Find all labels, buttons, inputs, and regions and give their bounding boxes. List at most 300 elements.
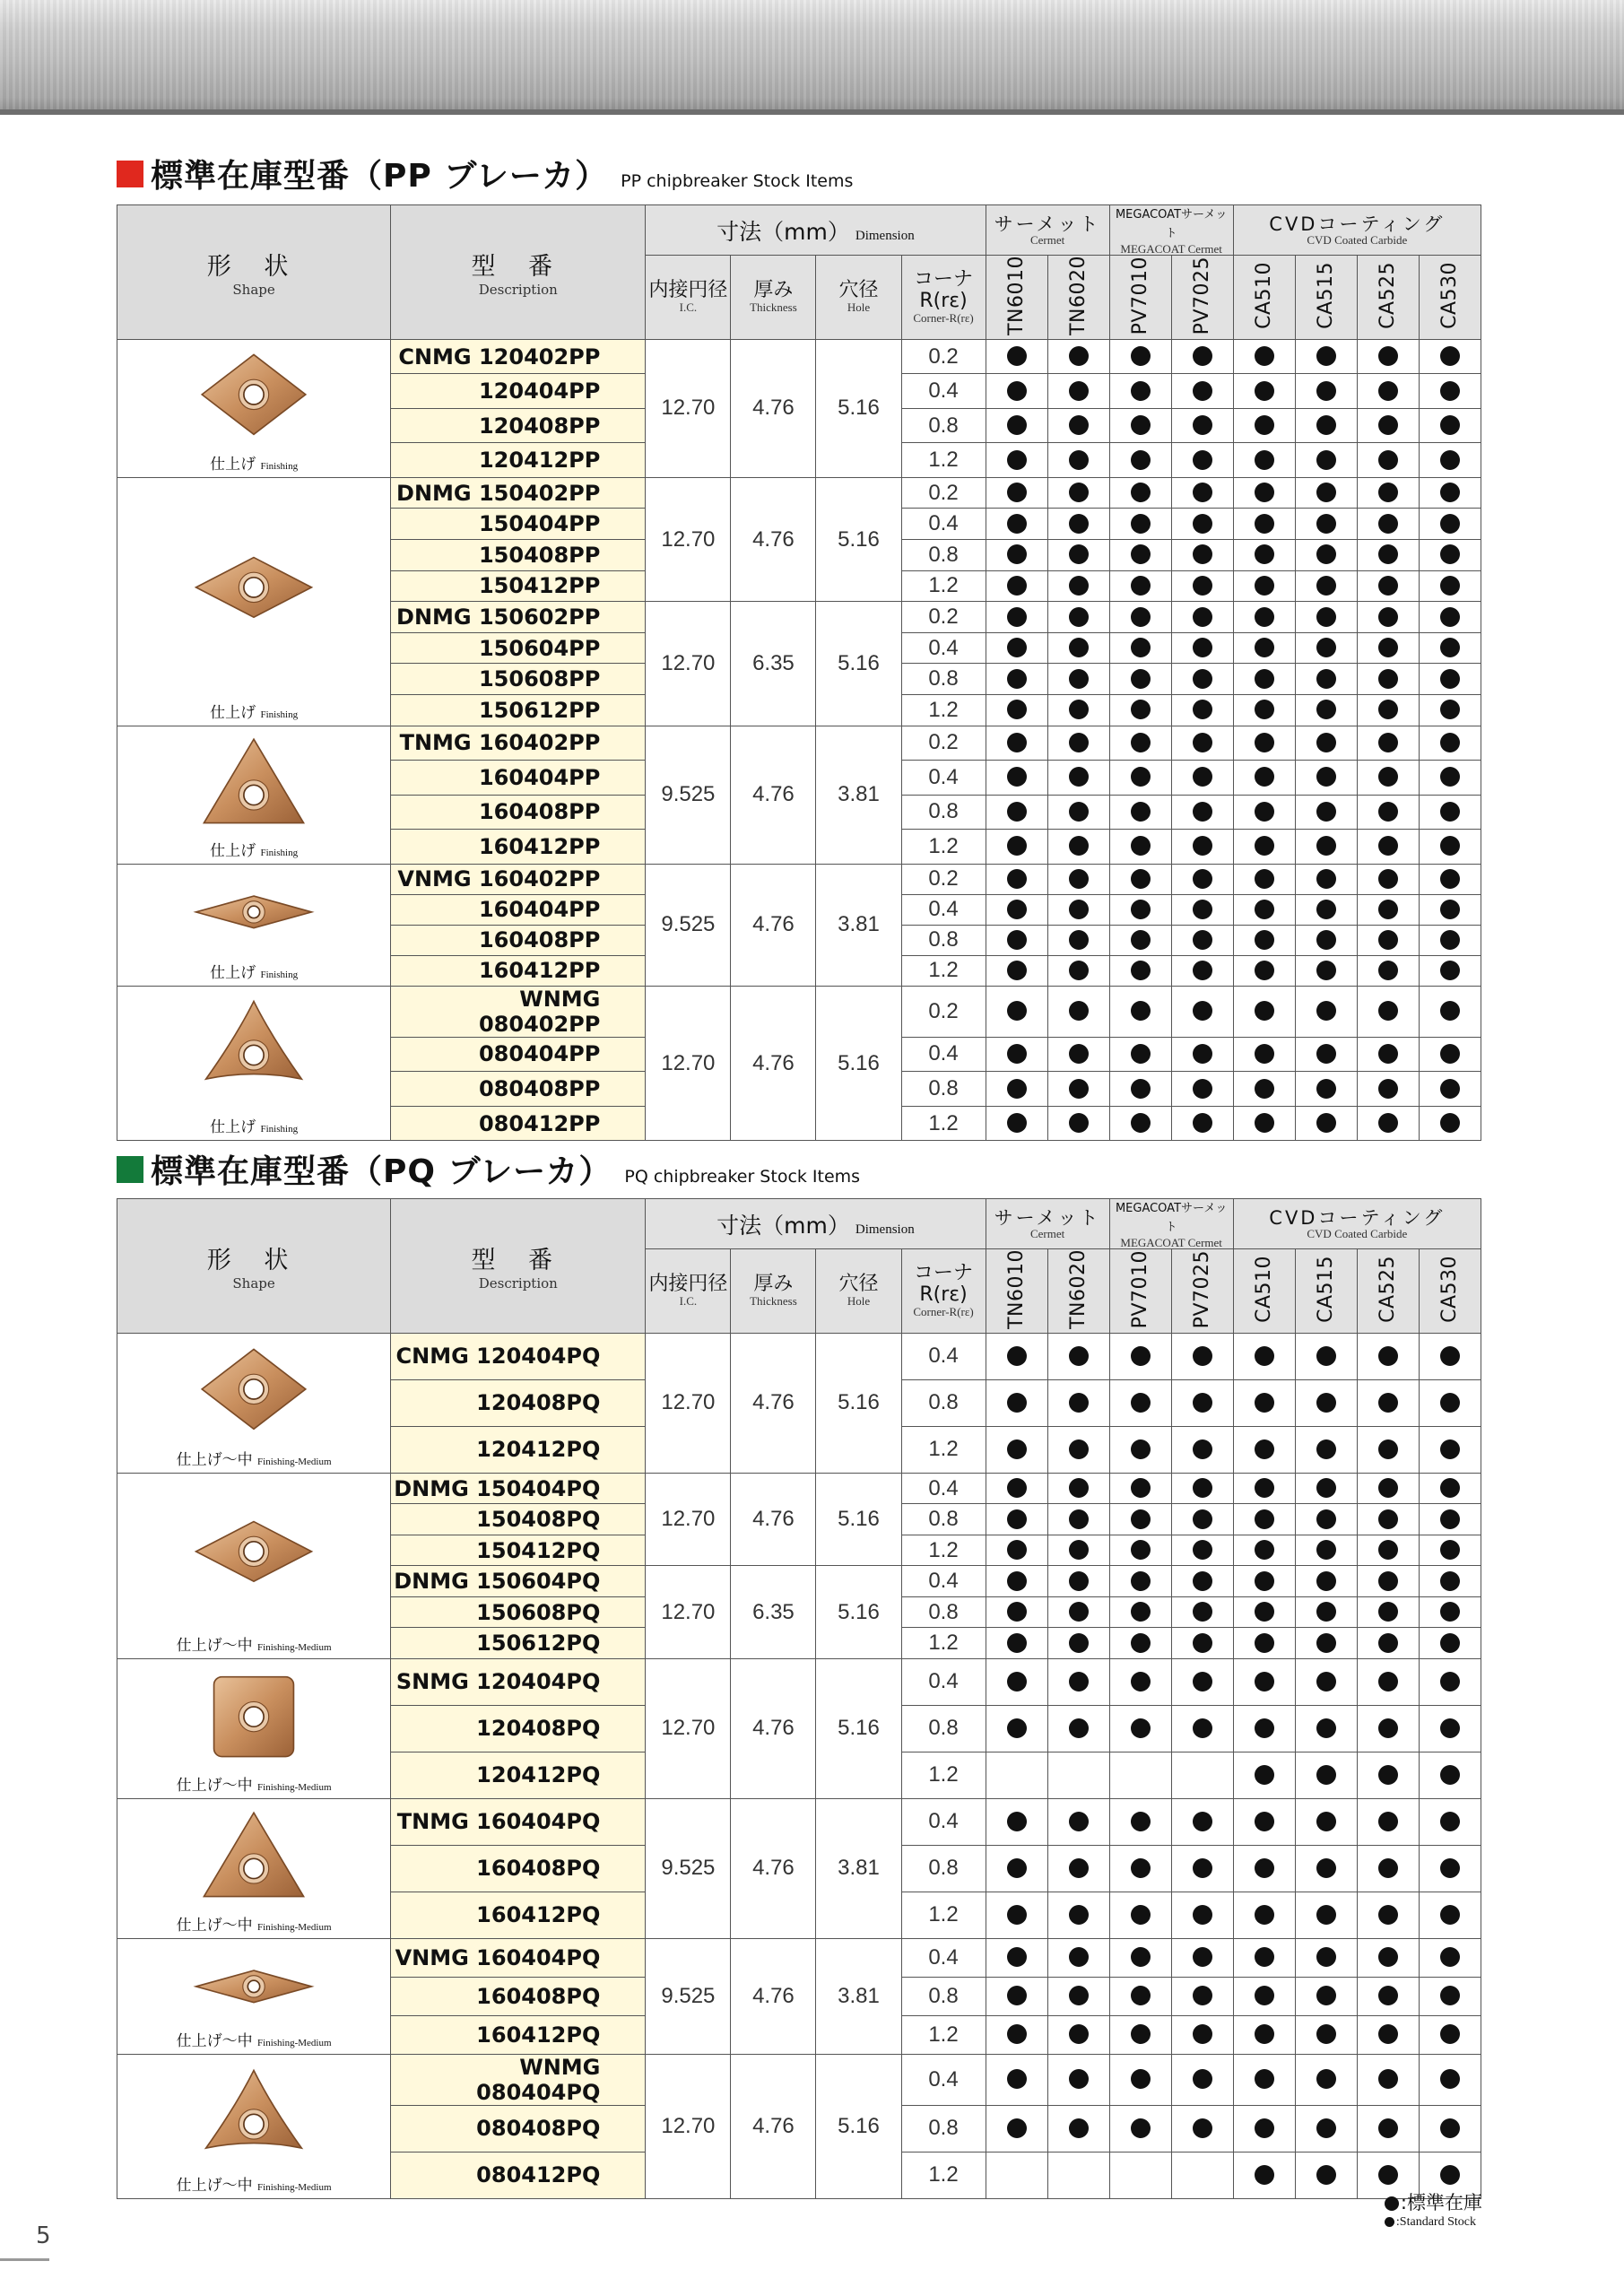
stock-dot-icon (1378, 450, 1398, 470)
corner-radius-value: 0.4 (901, 1037, 986, 1072)
stock-cell-ca530 (1419, 1892, 1481, 1938)
stock-dot-icon (1007, 2118, 1027, 2138)
stock-cell-pv7010 (1109, 955, 1171, 986)
stock-dot-icon (1131, 1602, 1151, 1622)
stock-cell-ca530 (1419, 1977, 1481, 2015)
stock-dot-icon (1193, 733, 1212, 752)
stock-cell-tn6020 (1047, 830, 1109, 865)
stock-dot-icon (1069, 1947, 1089, 1967)
stock-dot-icon (1316, 1672, 1336, 1692)
stock-dot-icon (1316, 1947, 1336, 1967)
stock-dot-icon (1440, 1602, 1460, 1622)
stock-cell-tn6020 (1047, 761, 1109, 796)
stock-dot-icon (1255, 638, 1274, 657)
stock-dot-icon (1131, 1393, 1151, 1413)
stock-dot-icon (1007, 1079, 1027, 1099)
stock-cell-ca510 (1233, 374, 1295, 409)
hole-value: 5.16 (816, 477, 901, 601)
stock-cell-pv7025 (1171, 1379, 1233, 1426)
stock-cell-tn6010 (986, 986, 1047, 1037)
stock-dot-icon (1316, 836, 1336, 856)
stock-cell-pv7010 (1109, 339, 1171, 374)
corner-radius-value: 0.8 (901, 1072, 986, 1107)
stock-dot-icon (1316, 700, 1336, 719)
stock-dot-icon (1316, 1001, 1336, 1021)
stock-dot-icon (1316, 1346, 1336, 1366)
stock-cell-tn6020 (1047, 477, 1109, 509)
stock-dot-icon (1007, 802, 1027, 822)
stock-dot-icon (1131, 576, 1151, 596)
megacoat-header: MEGACOATサーメット MEGACOAT Cermet (1109, 1199, 1233, 1249)
ic-value: 9.525 (646, 864, 731, 986)
stock-dot-icon (1255, 930, 1274, 950)
stock-cell-ca530 (1419, 1535, 1481, 1566)
hole-value: 5.16 (816, 602, 901, 726)
stock-cell-pv7010 (1109, 761, 1171, 796)
description-code: 120404PQ (476, 1344, 601, 1370)
stock-dot-icon (1316, 669, 1336, 689)
corner-header: コーナR(rε) Corner-R(rε) (901, 1249, 986, 1334)
stock-dot-icon (1255, 1346, 1274, 1366)
stock-cell-ca510 (1233, 2015, 1295, 2054)
stock-dot-icon (1255, 1478, 1274, 1498)
stock-cell-tn6020 (1047, 509, 1109, 540)
stock-cell-pv7010 (1109, 1473, 1171, 1504)
stock-cell-pv7025 (1171, 1628, 1233, 1659)
stock-cell-pv7010 (1109, 795, 1171, 830)
stock-cell-ca530 (1419, 726, 1481, 761)
stock-cell-tn6010 (986, 1566, 1047, 1597)
corner-radius-value: 0.4 (901, 761, 986, 796)
stock-dot-icon (1193, 1001, 1212, 1021)
stock-cell-ca525 (1357, 830, 1419, 865)
stock-cell-pv7025 (1171, 726, 1233, 761)
stock-cell-pv7025 (1171, 540, 1233, 571)
insert-square-icon (117, 1671, 390, 1764)
stock-dot-icon (1131, 1633, 1151, 1653)
stock-dot-icon (1131, 802, 1151, 822)
stock-dot-icon (1069, 961, 1089, 980)
stock-cell-pv7010 (1109, 2152, 1171, 2198)
stock-dot-icon (1316, 900, 1336, 919)
stock-cell-tn6020 (1047, 339, 1109, 374)
stock-dot-icon (1316, 1812, 1336, 1831)
insert-trigon-icon (117, 997, 390, 1091)
stock-dot-icon (1316, 1905, 1336, 1925)
stock-cell-ca510 (1233, 1106, 1295, 1141)
stock-cell-tn6020 (1047, 795, 1109, 830)
stock-cell-tn6020 (1047, 1658, 1109, 1705)
stock-dot-icon (1255, 415, 1274, 435)
corner-radius-value: 1.2 (901, 2152, 986, 2198)
corner-radius-value: 0.4 (901, 1566, 986, 1597)
stock-cell-ca515 (1295, 1566, 1357, 1597)
stock-dot-icon (1378, 1439, 1398, 1459)
stock-cell-tn6010 (986, 695, 1047, 726)
stock-cell-ca525 (1357, 864, 1419, 894)
stock-dot-icon (1069, 2118, 1089, 2138)
pq-title-en: PQ chipbreaker Stock Items (624, 1167, 861, 1187)
stock-cell-ca530 (1419, 1938, 1481, 1977)
stock-cell-ca525 (1357, 1596, 1419, 1628)
stock-cell-ca510 (1233, 2054, 1295, 2105)
description-cell (391, 477, 646, 509)
stock-cell-ca525 (1357, 1566, 1419, 1597)
corner-radius-value: 0.8 (901, 1596, 986, 1628)
description-code: 120408PQ (476, 1716, 601, 1742)
stock-dot-icon (1378, 802, 1398, 822)
application-label: 仕上げ～中 Finishing-Medium (176, 2031, 332, 2050)
stock-dot-icon (1069, 1672, 1089, 1692)
stock-cell-pv7010 (1109, 2015, 1171, 2054)
stock-dot-icon (1131, 1478, 1151, 1498)
stock-cell-tn6020 (1047, 695, 1109, 726)
corner-radius-value: 1.2 (901, 695, 986, 726)
stock-cell-pv7025 (1171, 477, 1233, 509)
stock-dot-icon (1378, 1393, 1398, 1413)
stock-dot-icon (1193, 1858, 1212, 1878)
application-label: 仕上げ～中 Finishing-Medium (176, 1916, 332, 1935)
ic-header: 内接円径 I.C. (646, 1249, 731, 1334)
stock-dot-icon (1255, 1672, 1274, 1692)
stock-cell-pv7025 (1171, 1072, 1233, 1107)
stock-cell-pv7010 (1109, 1892, 1171, 1938)
stock-cell-tn6010 (986, 509, 1047, 540)
stock-dot-icon (1007, 638, 1027, 657)
grade-header-pv7010: PV7010 (1109, 1249, 1171, 1334)
corner-radius-value: 0.2 (901, 726, 986, 761)
stock-cell-ca530 (1419, 795, 1481, 830)
grade-header-pv7025: PV7025 (1171, 1249, 1233, 1334)
stock-cell-ca525 (1357, 443, 1419, 478)
table-row (117, 1938, 1481, 1977)
description-prefix: SNMG (395, 1669, 477, 1695)
insert-rhombic-35-icon (117, 868, 390, 961)
description-cell (391, 374, 646, 409)
description-cell (391, 1628, 646, 1659)
description-cell (391, 339, 646, 374)
stock-cell-tn6020 (1047, 726, 1109, 761)
description-code: 150412PQ (476, 1537, 601, 1563)
description-code: 160408PP (478, 799, 601, 825)
stock-cell-tn6010 (986, 955, 1047, 986)
thickness-value: 4.76 (731, 339, 816, 477)
stock-dot-icon (1440, 1812, 1460, 1831)
description-code: 120412PQ (476, 1437, 601, 1463)
stock-cell-ca515 (1295, 986, 1357, 1037)
stock-cell-ca510 (1233, 864, 1295, 894)
stock-cell-tn6010 (986, 2105, 1047, 2152)
description-prefix: CNMG (398, 344, 479, 370)
stock-dot-icon (1378, 346, 1398, 366)
stock-cell-tn6020 (1047, 1535, 1109, 1566)
stock-dot-icon (1378, 1509, 1398, 1529)
hole-value: 5.16 (816, 1658, 901, 1798)
pp-stock-table (117, 204, 1481, 1141)
stock-dot-icon (1316, 1986, 1336, 2005)
stock-dot-icon (1007, 544, 1027, 564)
stock-cell-ca525 (1357, 477, 1419, 509)
stock-dot-icon (1378, 638, 1398, 657)
shape-cell (117, 1333, 391, 1473)
stock-dot-icon (1007, 514, 1027, 534)
corner-radius-value: 1.2 (901, 1535, 986, 1566)
stock-dot-icon (1131, 2069, 1151, 2089)
stock-dot-icon (1378, 733, 1398, 752)
stock-dot-icon (1255, 1439, 1274, 1459)
corner-radius-value: 1.2 (901, 570, 986, 602)
stock-dot-icon (1255, 1571, 1274, 1591)
stock-cell-tn6020 (1047, 1426, 1109, 1473)
stock-dot-icon (1378, 767, 1398, 787)
stock-cell-ca510 (1233, 1566, 1295, 1597)
stock-dot-icon (1316, 2024, 1336, 2044)
stock-dot-icon (1378, 900, 1398, 919)
stock-cell-pv7010 (1109, 1596, 1171, 1628)
stock-dot-icon (1385, 2217, 1394, 2227)
insert-triangle-icon (117, 737, 390, 831)
stock-dot-icon (1440, 1509, 1460, 1529)
stock-cell-tn6010 (986, 1752, 1047, 1798)
hole-value: 3.81 (816, 1798, 901, 1938)
stock-dot-icon (1131, 2118, 1151, 2138)
shape-header: 形 状 Shape (117, 205, 391, 340)
table-row (117, 1473, 1481, 1504)
stock-cell-ca525 (1357, 955, 1419, 986)
stock-cell-ca530 (1419, 864, 1481, 894)
stock-cell-tn6010 (986, 1106, 1047, 1141)
stock-dot-icon (1007, 1947, 1027, 1967)
stock-dot-icon (1316, 733, 1336, 752)
hole-value: 5.16 (816, 2054, 901, 2198)
ic-value: 9.525 (646, 1938, 731, 2054)
stock-dot-icon (1193, 669, 1212, 689)
stock-cell-tn6020 (1047, 986, 1109, 1037)
ic-value: 12.70 (646, 602, 731, 726)
corner-radius-value: 0.8 (901, 664, 986, 695)
description-cell (391, 925, 646, 955)
stock-cell-pv7010 (1109, 664, 1171, 695)
stock-cell-pv7010 (1109, 864, 1171, 894)
stock-dot-icon (1069, 733, 1089, 752)
stock-cell-ca515 (1295, 1473, 1357, 1504)
insert-rhombic-55-icon (117, 1508, 390, 1601)
stock-cell-tn6010 (986, 1473, 1047, 1504)
shape-header: 形 状 Shape (117, 1199, 391, 1334)
stock-cell-pv7010 (1109, 632, 1171, 664)
stock-cell-tn6010 (986, 570, 1047, 602)
stock-cell-pv7025 (1171, 986, 1233, 1037)
stock-dot-icon (1255, 869, 1274, 889)
description-cell (391, 1977, 646, 2015)
stock-dot-icon (1069, 1346, 1089, 1366)
stock-cell-ca530 (1419, 1037, 1481, 1072)
stock-dot-icon (1378, 1346, 1398, 1366)
stock-cell-tn6020 (1047, 955, 1109, 986)
stock-cell-ca515 (1295, 1535, 1357, 1566)
stock-dot-icon (1378, 1478, 1398, 1498)
description-cell (391, 1473, 646, 1504)
stock-dot-icon (1316, 1858, 1336, 1878)
stock-cell-ca530 (1419, 894, 1481, 925)
corner-radius-value: 0.4 (901, 374, 986, 409)
stock-dot-icon (1316, 1602, 1336, 1622)
stock-cell-ca510 (1233, 1072, 1295, 1107)
stock-dot-icon (1440, 514, 1460, 534)
stock-dot-icon (1069, 576, 1089, 596)
thickness-value: 6.35 (731, 1566, 816, 1659)
grade-header-ca525: CA525 (1357, 1249, 1419, 1334)
stock-dot-icon (1378, 1540, 1398, 1560)
stock-cell-tn6020 (1047, 1892, 1109, 1938)
insert-rhombic-80-icon (117, 1345, 390, 1439)
stock-cell-ca515 (1295, 1752, 1357, 1798)
stock-cell-pv7025 (1171, 664, 1233, 695)
thickness-header: 厚み Thickness (731, 1249, 816, 1334)
stock-dot-icon (1316, 346, 1336, 366)
green-square-icon (117, 1156, 143, 1183)
description-header: 型 番 Description (391, 205, 646, 340)
stock-dot-icon (1378, 1602, 1398, 1622)
corner-radius-value: 0.8 (901, 1504, 986, 1535)
stock-dot-icon (1193, 1947, 1212, 1967)
stock-dot-icon (1440, 1001, 1460, 1021)
stock-dot-icon (1193, 869, 1212, 889)
stock-dot-icon (1131, 961, 1151, 980)
description-code: 150604PQ (476, 1569, 601, 1595)
stock-dot-icon (1255, 700, 1274, 719)
description-cell (391, 1658, 646, 1705)
corner-radius-value: 1.2 (901, 1106, 986, 1141)
pp-section-title (117, 151, 853, 196)
stock-dot-icon (1007, 1905, 1027, 1925)
stock-cell-ca525 (1357, 1658, 1419, 1705)
table-row (117, 986, 1481, 1037)
stock-dot-icon (1378, 415, 1398, 435)
table-row (117, 339, 1481, 374)
corner-radius-value: 0.2 (901, 339, 986, 374)
stock-cell-pv7025 (1171, 1658, 1233, 1705)
description-code: 080412PQ (476, 2162, 601, 2188)
stock-dot-icon (1131, 1812, 1151, 1831)
description-cell (391, 509, 646, 540)
stock-dot-icon (1440, 767, 1460, 787)
stock-cell-ca525 (1357, 1426, 1419, 1473)
table-row (117, 1333, 1481, 1379)
stock-dot-icon (1069, 415, 1089, 435)
stock-cell-ca530 (1419, 1798, 1481, 1845)
stock-cell-tn6010 (986, 1504, 1047, 1535)
stock-dot-icon (1440, 2165, 1460, 2185)
stock-dot-icon (1440, 450, 1460, 470)
stock-cell-pv7010 (1109, 1379, 1171, 1426)
stock-cell-ca510 (1233, 408, 1295, 443)
stock-dot-icon (1440, 1718, 1460, 1738)
stock-dot-icon (1440, 1905, 1460, 1925)
description-code: 160402PP (478, 866, 601, 892)
stock-dot-icon (1193, 700, 1212, 719)
legend-en: :Standard Stock (1395, 2215, 1476, 2229)
stock-cell-ca525 (1357, 1845, 1419, 1892)
description-code: 160412PP (478, 958, 601, 984)
stock-dot-icon (1316, 381, 1336, 401)
stock-dot-icon (1069, 1812, 1089, 1831)
stock-cell-tn6010 (986, 1938, 1047, 1977)
stock-cell-ca515 (1295, 477, 1357, 509)
stock-cell-pv7010 (1109, 1535, 1171, 1566)
stock-cell-pv7025 (1171, 2054, 1233, 2105)
stock-dot-icon (1440, 1571, 1460, 1591)
stock-dot-icon (1193, 1439, 1212, 1459)
stock-cell-ca525 (1357, 1752, 1419, 1798)
application-label: 仕上げ～中 Finishing-Medium (176, 1776, 332, 1795)
grade-header-ca510: CA510 (1233, 256, 1295, 340)
stock-cell-ca510 (1233, 1705, 1295, 1752)
stock-dot-icon (1007, 669, 1027, 689)
stock-dot-icon (1378, 836, 1398, 856)
stock-cell-ca515 (1295, 1938, 1357, 1977)
thickness-value: 4.76 (731, 864, 816, 986)
stock-dot-icon (1007, 1001, 1027, 1021)
thickness-value: 4.76 (731, 1798, 816, 1938)
stock-cell-tn6010 (986, 830, 1047, 865)
stock-cell-tn6020 (1047, 2054, 1109, 2105)
stock-cell-ca515 (1295, 540, 1357, 571)
stock-dot-icon (1069, 2069, 1089, 2089)
stock-cell-tn6020 (1047, 1705, 1109, 1752)
stock-dot-icon (1255, 1947, 1274, 1967)
stock-dot-icon (1255, 2024, 1274, 2044)
stock-dot-icon (1131, 346, 1151, 366)
stock-dot-icon (1316, 638, 1336, 657)
stock-dot-icon (1069, 1509, 1089, 1529)
dimension-header: 寸法（mm） Dimension (646, 1199, 986, 1249)
stock-dot-icon (1007, 1571, 1027, 1591)
stock-cell-tn6010 (986, 1892, 1047, 1938)
stock-dot-icon (1316, 1044, 1336, 1064)
cvd-header: CVDコーティング CVD Coated Carbide (1233, 1199, 1481, 1249)
corner-radius-value: 0.4 (901, 1798, 986, 1845)
description-cell (391, 1037, 646, 1072)
stock-dot-icon (1131, 700, 1151, 719)
stock-dot-icon (1255, 1001, 1274, 1021)
stock-dot-icon (1378, 576, 1398, 596)
stock-cell-pv7010 (1109, 477, 1171, 509)
stock-dot-icon (1255, 483, 1274, 502)
stock-cell-tn6020 (1047, 2015, 1109, 2054)
shape-cell (117, 1473, 391, 1658)
stock-dot-icon (1316, 483, 1336, 502)
stock-cell-pv7025 (1171, 632, 1233, 664)
stock-dot-icon (1007, 1858, 1027, 1878)
stock-cell-ca530 (1419, 761, 1481, 796)
stock-cell-pv7025 (1171, 1845, 1233, 1892)
stock-cell-ca510 (1233, 664, 1295, 695)
description-code: 160404PP (478, 764, 601, 790)
stock-dot-icon (1131, 1439, 1151, 1459)
stock-cell-ca515 (1295, 1798, 1357, 1845)
stock-dot-icon (1193, 1346, 1212, 1366)
stock-dot-icon (1193, 2118, 1212, 2138)
stock-dot-icon (1069, 1571, 1089, 1591)
grade-header-ca515: CA515 (1295, 256, 1357, 340)
stock-dot-icon (1193, 638, 1212, 657)
description-header: 型 番 Description (391, 1199, 646, 1334)
description-code: 150404PQ (476, 1475, 601, 1501)
stock-cell-ca510 (1233, 894, 1295, 925)
description-cell (391, 1504, 646, 1535)
stock-cell-ca515 (1295, 2015, 1357, 2054)
